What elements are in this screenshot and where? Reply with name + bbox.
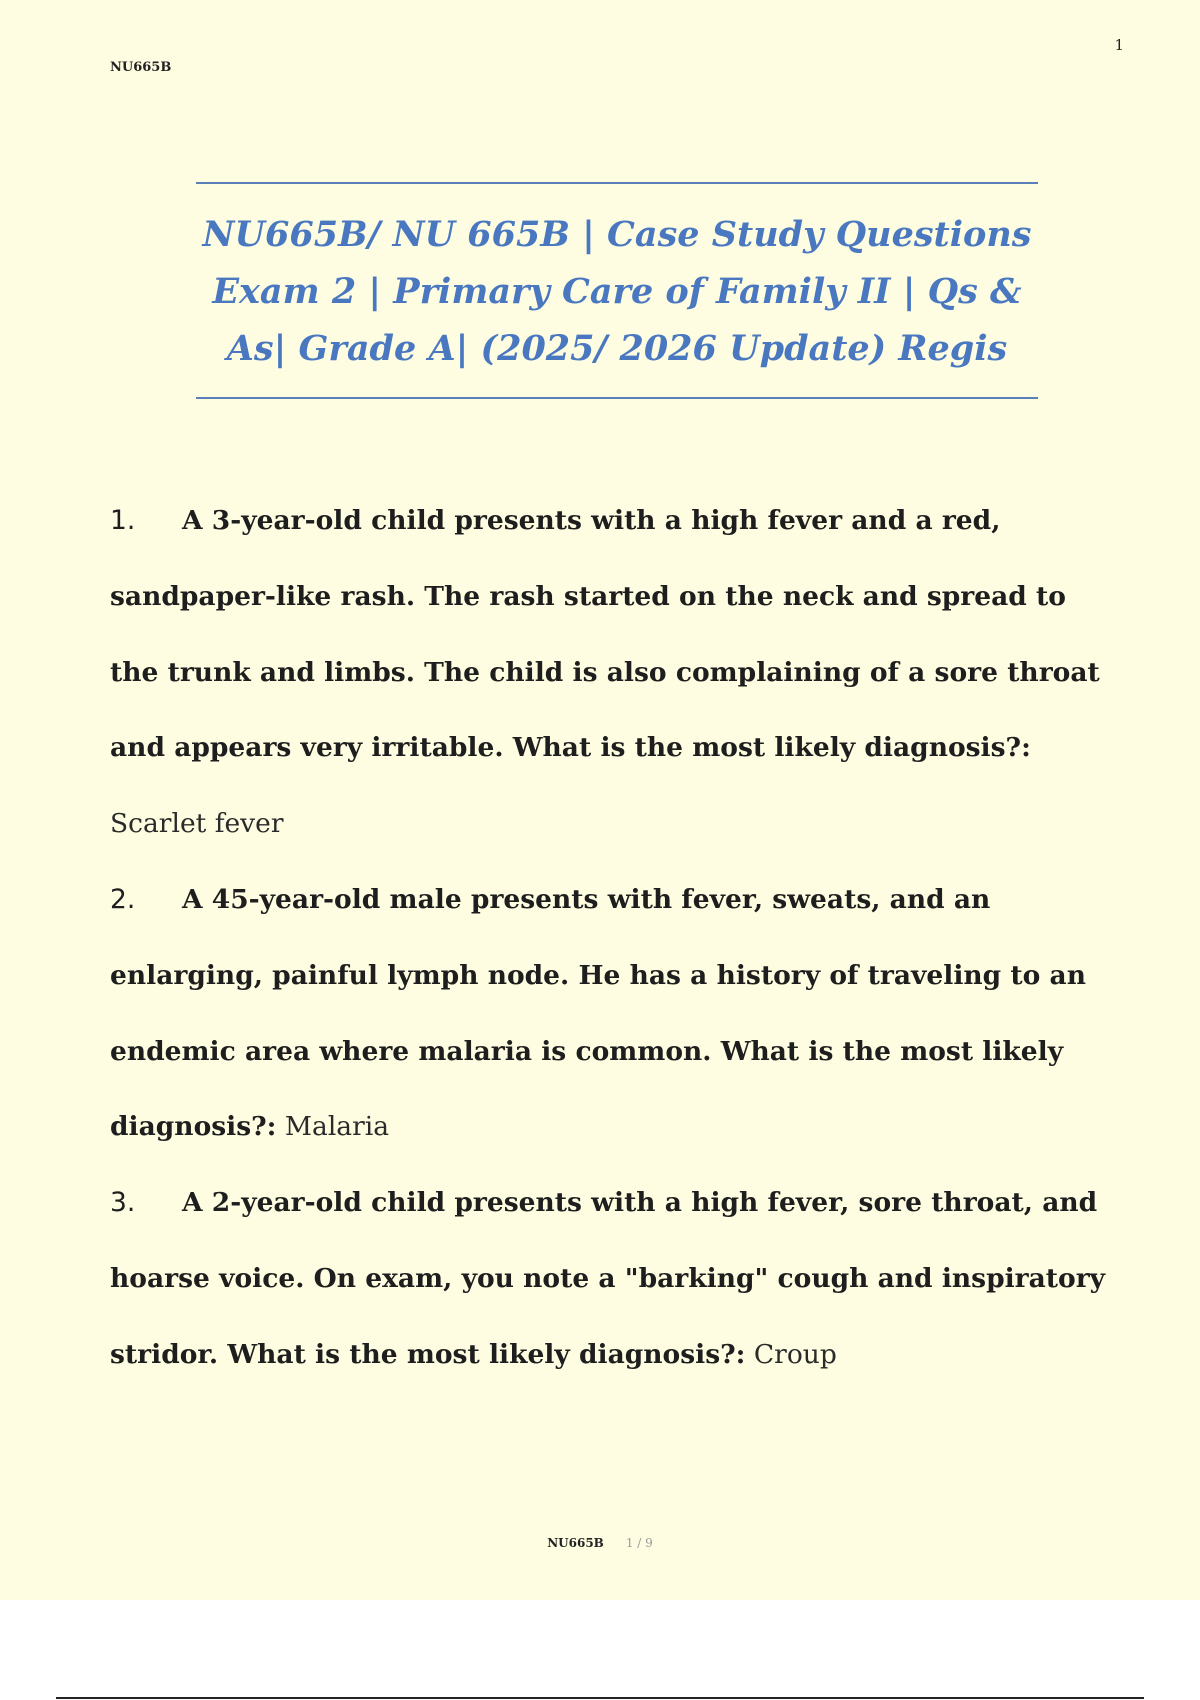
document-title: NU665B/ NU 665B | Case Study Questions Exam 2 | Primary Care of Family II | Qs & As| Grade A| (2025/ 2026 Update) Regis: [202, 214, 1032, 369]
question-item: [110, 862, 1120, 1165]
page-number: 1: [1114, 36, 1124, 54]
question-text: A 2-year-old child presents with a high fever, sore throat, and hoarse voice. On exam, you note a "barking" cough and inspiratory stridor. What is the most likely diagnosis?:: [110, 1187, 1106, 1370]
question-list: [110, 483, 1120, 1393]
question-item: [110, 483, 1120, 862]
question-answer: Croup: [753, 1338, 837, 1370]
title-block: [196, 182, 1038, 399]
footer-course-code: NU665B: [547, 1536, 604, 1550]
bottom-divider: [56, 1697, 1144, 1699]
page-footer: [0, 1536, 1200, 1550]
question-item: [110, 1165, 1120, 1392]
question-number: 1.: [110, 505, 136, 536]
footer-page-indicator: 1 / 9: [625, 1536, 653, 1550]
question-number: 3.: [110, 1187, 136, 1219]
question-answer: Malaria: [284, 1111, 390, 1143]
question-number: 2.: [110, 883, 136, 915]
question-text: A 3-year-old child presents with a high fever and a red, sandpaper-like rash. The rash started on the neck and spread to the trunk and limbs. The child is also complaining of a sore throat and appears very irritable. What is the most likely diagnosis?:: [110, 505, 1100, 764]
question-text: A 45-year-old male presents with fever, sweats, and an enlarging, painful lymph node. He has a history of traveling to an endemic area where malaria is common. What is the most likely diagnosis?:: [110, 883, 1086, 1143]
header-course-code: NU665B: [110, 60, 172, 75]
question-answer: Scarlet fever: [110, 808, 284, 840]
